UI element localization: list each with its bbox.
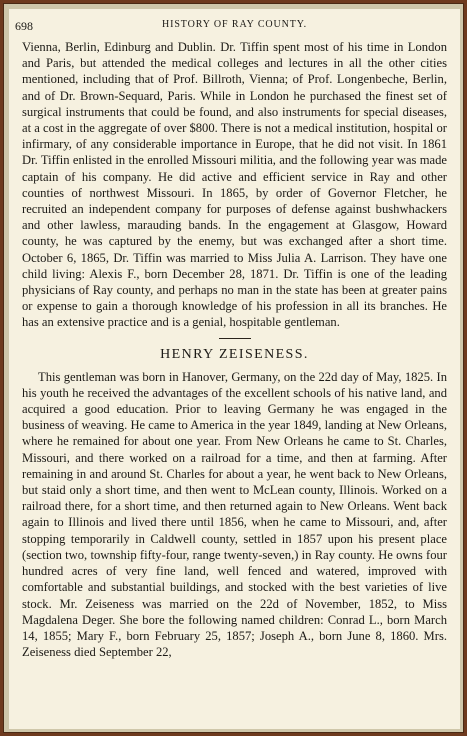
section-heading: HENRY ZEISENESS. (160, 346, 309, 362)
page-number: 698 (15, 19, 33, 33)
running-head (15, 19, 447, 37)
book-page (9, 9, 460, 729)
running-title: HISTORY OF RAY COUNTY. (161, 19, 307, 30)
page-frame (3, 3, 464, 733)
section-divider (219, 338, 251, 339)
paragraph-tiffin-continued: Vienna, Berlin, Edinburg and Dublin. Dr. Tiffin spent most of his time in London and Paris, but attended the medical colleges and lectures in all the other cities mentioned, including that of Prof. Billroth, Vienna; of Prof. Longenbeche, Berlin, and of Dr. Brown-Sequard, Paris. While in London he purchased the finest set of surgical instruments that could be found, and also instruments for special diseases, at a cost in the aggregate of over $800. There is not a medical institution, hospital or infirmary, of any considerable importance in Europe, that he did not visit. In 1861 Dr. Tiffin enlisted in the enrolled Missouri militia, and the following year was made captain of his company. He did active and efficient service in Ray and other counties of northwest Missouri. In 1865, by order of Governor Fletcher, he recruited an independent company for purposes of defense against bushwhackers and other lawless, marauding bands. In the engagement at Glasgow, Howard county, he was captured by the enemy, but was exchanged after a short time. October 6, 1865, Dr. Tiffin was married to Miss Julia A. Larrison. They have one child living: Alexis F., born December 28, 1871. Dr. Tiffin is one of the leading physicians of Ray county, and perhaps no man in the state has been at greater pains or expense to gain a thorough knowledge of his profession in all its branches. He has an extensive practice and is a genial, hospitable gentleman. (22, 40, 447, 330)
paragraph-zeiseness: This gentleman was born in Hanover, Germany, on the 22d day of May, 1825. In his youth he received the advantages of the excellent schools of his native land, and acquired a good education. Prior to leaving Germany he was engaged in the business of weaving. He came to America in the year 1849, landing at New Orleans, where he remained for about one year. From New Orleans he came to St. Charles, Missouri, and there worked on a railroad for a time, and then at farming. After remaining in and around St. Charles for about a year, he went back to New Orleans, but staid only a short time, and then went to McLean county, Illinois. Worked on a railroad there, for a short time, and then returned again to New Orleans. Went back again to Illinois and lived there until 1856, when he came to Missouri, and, after stopping temporarily in Caldwell county, settled in 1857 upon his present place (section two, township fifty-four, range twenty-seven,) in Ray county. He owns four hundred acres of very fine land, well fenced and watered, improved with comfortable and substantial buildings, and stocked with the best varieties of live stock. Mr. Zeiseness was married on the 22d of November, 1852, to Miss Magdalena Deger. She bore the following named children: Conrad L., born March 14, 1855; Mary F., born February 25, 1857; Joseph A., born June 8, 1860. Mrs. Zeiseness died September 22, (22, 369, 447, 660)
